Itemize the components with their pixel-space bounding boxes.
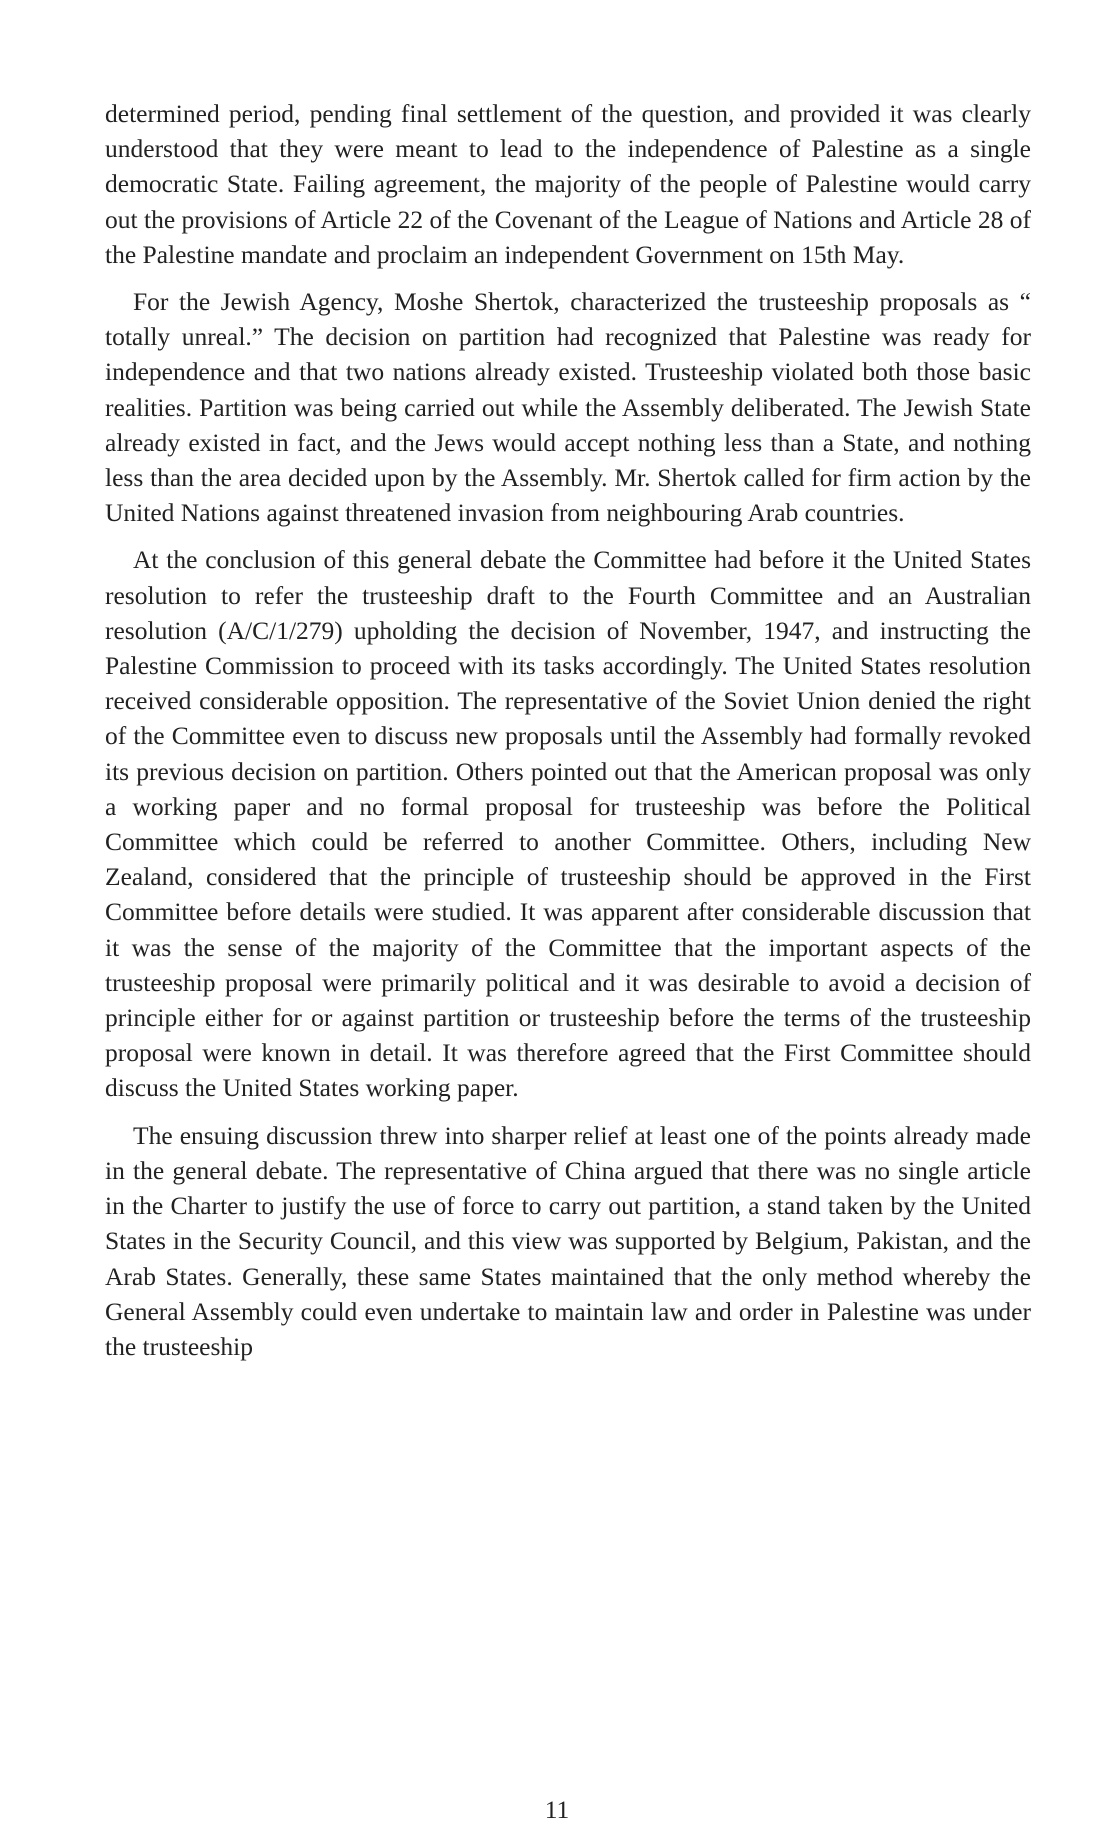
- page-number: 11: [544, 1795, 570, 1824]
- paragraph-ensuing-discussion: The ensuing discussion threw into sharper relief at least one of the points already made in the general debate. The representative of China argued that there was no single article in the Charter to justify the use of force to carry out partition, a stand taken by the United States in the Security Council, and this view was supported by Belgium, Pakistan, and the Arab States. Generally, these same States maintained that the only method whereby the General Assembly could even undertake to maintain law and order in Palestine was under the trusteeship: [105, 1120, 1031, 1361]
- paragraph-jewish-agency: For the Jewish Agency, Moshe Shertok, characterized the trusteeship proposals as “ totally unreal.” The decision on partition had recognized that Palestine was ready for independence and that two nations already existed. Trusteeship violated both those basic realities. Partition was being carried out while the Assembly deliberated. The Jewish State already existed in fact, and the Jews would accept nothing less than a State, and nothing less than the area decided upon by the Assembly. Mr. Shertok called for firm action by the United Nations against threatened invasion from neighbouring Arab countries.: [105, 287, 1031, 528]
- page-body: [105, 96, 1031, 1364]
- paragraph-general-debate-conclusion: At the conclusion of this general debate the Committee had before it the United States resolution to refer the trusteeship draft to the Fourth Committee and an Australian resolution (A/C/1/279) upholding the decision of November, 1947, and instructing the Palestine Commission to proceed with its tasks accordingly. The United States resolution received considerable opposition. The representative of the Soviet Union denied the right of the Committee even to discuss new proposals until the Assembly had formally revoked its previous decision on partition. Others pointed out that the American proposal was only a working paper and no formal proposal for trusteeship was before the Political Committee which could be referred to another Committee. Others, including New Zealand, considered that the principle of trusteeship should be approved in the First Committee before details were studied. It was apparent after considerable discussion that it was the sense of the majority of the Committee that the important aspects of the trusteeship proposal were primarily political and it was desirable to avoid a decision of principle either for or against partition or trusteeship before the terms of the trusteeship proposal were known in detail. It was therefore agreed that the First Committee should discuss the United States working paper.: [105, 545, 1031, 1103]
- paragraph-continuation: determined period, pending final settlement of the question, and provided it was clearly understood that they were meant to lead to the independence of Palestine as a single democratic State. Failing agreement, the majority of the people of Palestine would carry out the provisions of Article 22 of the Covenant of the League of Nations and Article 28 of the Palestine mandate and proclaim an independent Government on 15th May.: [105, 99, 1031, 269]
